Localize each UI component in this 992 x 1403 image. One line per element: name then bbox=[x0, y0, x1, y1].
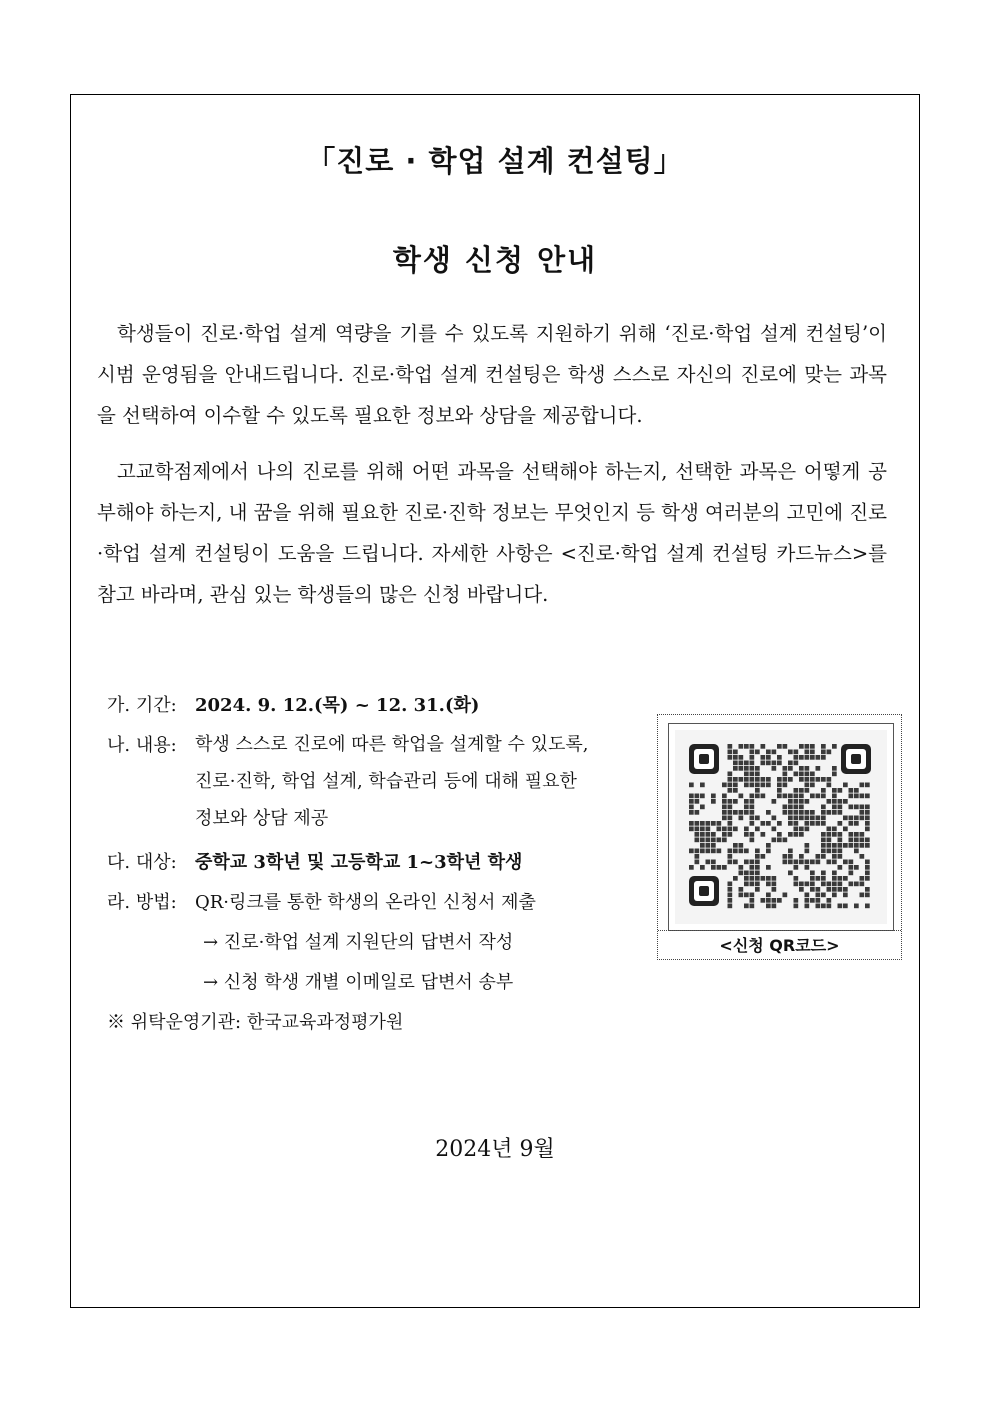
notice-frame bbox=[70, 94, 920, 1308]
method-step: → 신청 학생 개별 이메일로 답변서 송부 bbox=[203, 972, 514, 993]
page-title: 「진로 · 학업 설계 컨설팅」 bbox=[306, 144, 684, 178]
period-value: 2024. 9. 12.(목) ~ 12. 31.(화) bbox=[195, 695, 480, 716]
method-label: 라. 방법: bbox=[107, 892, 177, 913]
qr-code-graphic bbox=[669, 724, 893, 930]
page-subtitle: 학생 신청 안내 bbox=[392, 243, 598, 277]
content-line: 학생 스스로 진로에 따른 학업을 설계할 수 있도록, bbox=[195, 734, 589, 755]
application-details bbox=[107, 686, 647, 1043]
period-label: 가. 기간: bbox=[107, 695, 177, 716]
method-row bbox=[107, 883, 647, 923]
detail-paragraph: 고교학점제에서 나의 진로를 위해 어떤 과목을 선택해야 하는지, 선택한 과목은 어떻게 공부해야 하는지, 내 꿈을 위해 필요한 진로·진학 정보는 무엇인지 등 학생 여러분의 고민에 진로·학업 설계 컨설팅이 도움을 드립니다. 자세한 사항은 <진로·학업 설계 컨설팅 카드뉴스>를 참고 바라며, 관심 있는 학생들의 많은 신청 바랍니다. bbox=[97, 460, 887, 606]
content-line: 정보와 상담 제공 bbox=[195, 808, 329, 829]
intro-paragraph: 학생들이 진로·학업 설계 역량을 기를 수 있도록 지원하기 위해 ‘진로·학업 설계 컨설팅’이 시범 운영됨을 안내드립니다. 진로·학업 설계 컨설팅은 학생 스스로 자신의 진로에 맞는 과목을 선택하여 이수할 수 있도록 필요한 정보와 상담을 제공합니다. bbox=[97, 322, 887, 427]
method-value: QR·링크를 통한 학생의 온라인 신청서 제출 bbox=[195, 892, 536, 913]
target-value: 중학교 3학년 및 고등학교 1~3학년 학생 bbox=[195, 852, 523, 873]
content-label: 나. 내용: bbox=[107, 735, 177, 756]
issue-date: 2024년 9월 bbox=[435, 1137, 555, 1162]
content-row bbox=[107, 726, 647, 843]
qr-code-image[interactable] bbox=[668, 723, 894, 931]
target-label: 다. 대상: bbox=[107, 852, 177, 873]
method-step: → 진로·학업 설계 지원단의 답변서 작성 bbox=[203, 932, 514, 953]
target-row bbox=[107, 843, 647, 883]
content-line: 진로·진학, 학업 설계, 학습관리 등에 대해 필요한 bbox=[195, 771, 577, 792]
operator-note: ※ 위탁운영기관: 한국교육과정평가원 bbox=[107, 1012, 404, 1033]
qr-code-box bbox=[657, 714, 902, 960]
period-row bbox=[107, 686, 647, 726]
qr-caption: <신청 QR코드> bbox=[658, 930, 901, 956]
